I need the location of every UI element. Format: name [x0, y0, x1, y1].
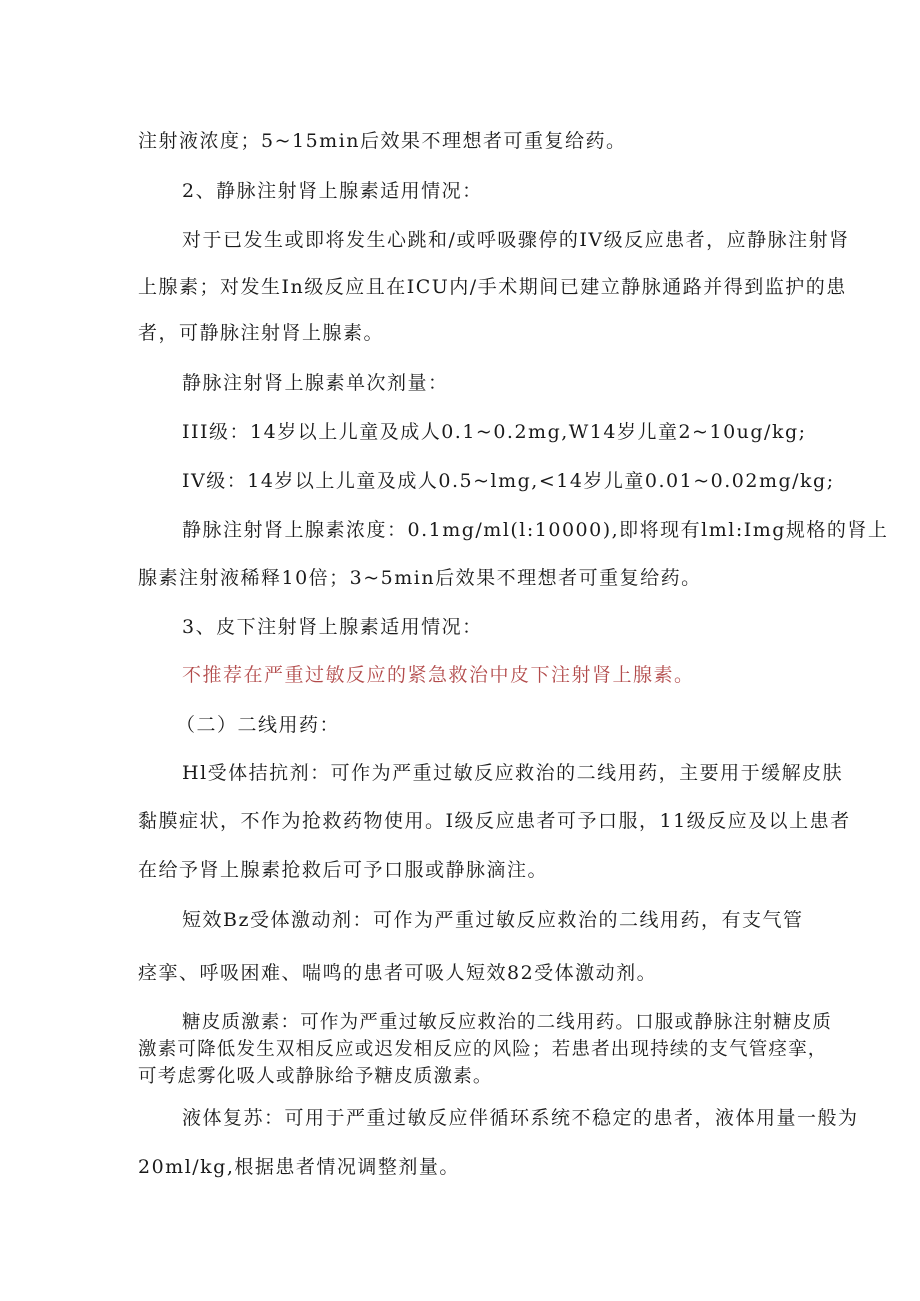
- paragraph-line: 腺素注射液稀释10倍；3~5min后效果不理想者可重复给药。: [138, 567, 702, 589]
- warning-line: 不推荐在严重过敏反应的紧急救治中皮下注射肾上腺素。: [182, 664, 695, 686]
- paragraph-line: 上腺素；对发生In级反应且在ICU内/手术期间已建立静脉通路并得到监护的患: [138, 276, 847, 298]
- section-heading-2: 2、静脉注射肾上腺素适用情况：: [182, 180, 483, 202]
- dosage-line-iv: IV级：14岁以上儿童及成人0.5~lmg,<14岁儿童0.01~0.02mg/kg;: [182, 470, 835, 492]
- paragraph-line: 激素可降低发生双相反应或迟发相反应的风险；若患者出现持续的支气管痉挛，: [138, 1039, 828, 1060]
- paragraph-line: 黏膜症状，不作为抢救药物使用。I级反应患者可予口服，11级反应及以上患者: [138, 810, 851, 832]
- paragraph-line: 注射液浓度；5~15min后效果不理想者可重复给药。: [138, 130, 627, 152]
- subsection-heading: （二）二线用药：: [176, 714, 341, 736]
- paragraph-line: 糖皮质激素：可作为严重过敏反应救治的二线用药。口服或静脉注射糖皮质: [182, 1012, 833, 1033]
- paragraph-line: 液体复苏：可用于严重过敏反应伴循环系统不稳定的患者，液体用量一般为: [182, 1107, 859, 1129]
- paragraph-line: 20ml/kg,根据患者情况调整剂量。: [138, 1156, 460, 1178]
- paragraph-line: 痉挛、呼吸困难、喘鸣的患者可吸人短效82受体激动剂。: [138, 962, 658, 984]
- paragraph-line: 可考虑雾化吸人或静脉给予糖皮质激素。: [138, 1066, 493, 1087]
- paragraph-line: 短效Bz受体激动剂：可作为严重过敏反应救治的二线用药，有支气管: [182, 909, 804, 931]
- paragraph-line: 静脉注射肾上腺素单次剂量：: [182, 372, 449, 394]
- paragraph-line: Hl受体拮抗剂：可作为严重过敏反应救治的二线用药，主要用于缓解皮肤: [182, 762, 844, 784]
- paragraph-line: 者，可静脉注射肾上腺素。: [138, 322, 385, 344]
- paragraph-line: 静脉注射肾上腺素浓度：0.1mg/ml(l:10000),即将现有lml:Img规格的肾上: [182, 519, 889, 541]
- paragraph-line: 在给予肾上腺素抢救后可予口服或静脉滴注。: [138, 859, 549, 881]
- dosage-line-iii: III级：14岁以上儿童及成人0.1~0.2mg,W14岁儿童2~10ug/kg;: [182, 421, 807, 443]
- section-heading-3: 3、皮下注射肾上腺素适用情况：: [182, 616, 483, 638]
- paragraph-line: 对于已发生或即将发生心跳和/或呼吸骤停的IV级反应患者，应静脉注射肾: [182, 229, 850, 251]
